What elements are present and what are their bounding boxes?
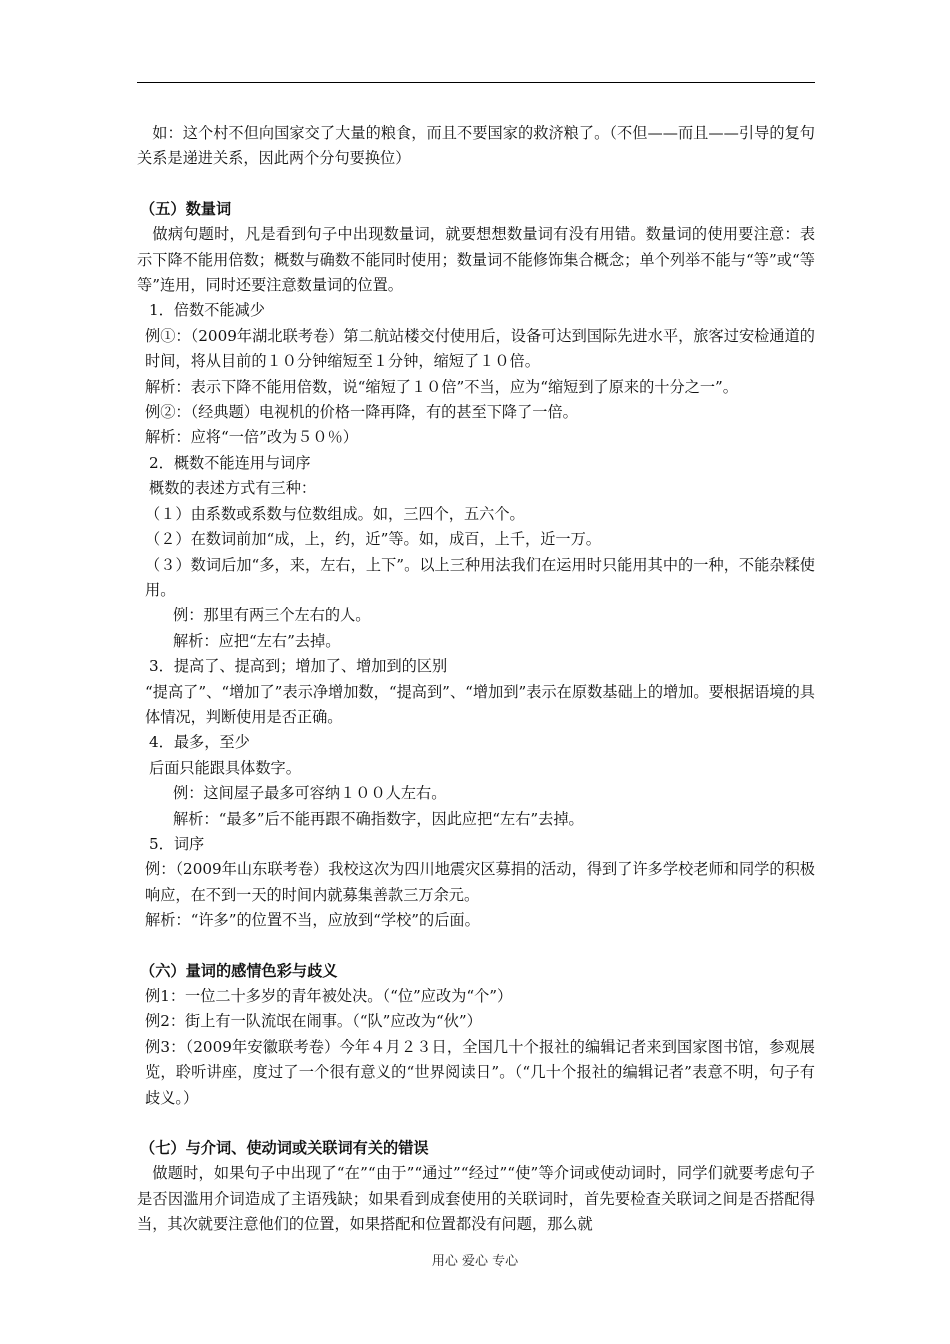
paragraph-prepositions-intro: 做题时，如果句子中出现了“在”“由于”“通过”“经过”“使”等介词或使动词时，同学们就要考虑句子是否因滥用介词造成了主语残缺；如果看到成套使用的关联词时，首先要检查关联词之间是否搭配得当，其次就要注意他们的位置，如果搭配和位置都没有问题，那么就 [137,1164,815,1234]
subheading-word-order: 5．词序 [149,834,205,853]
subheading-increase: 3．提高了、提高到；增加了、增加到的区别 [149,657,448,676]
header-rule [137,82,815,83]
list-item-way-3: （３）数词后加“多，来，左右，上下”。以上三种用法我们在运用时只能用其中的一种，不能杂糅使用。 [145,555,815,599]
document-body [137,121,815,1238]
example-earthquake-donation: 例：（2009年山东联考卷）我校这次为四川地震灾区募捐的活动，得到了许多学校老师和同学的积极响应，在不到一天的时间内就募集善款三万余元。 [145,860,815,904]
paragraph-specific-number: 后面只能跟具体数字。 [149,758,301,777]
paragraph-three-ways: 概数的表述方式有三种： [149,479,317,498]
section-heading-numerals: （五）数量词 [140,199,232,218]
paragraph-numerals-intro: 做病句题时，凡是看到句子中出现数量词，就要想想数量词有没有用错。数量词的使用要注意：表示下降不能用倍数；概数与确数不能同时使用；数量词不能修饰集合概念；单个列举不能与“等”或“等等”连用，同时还要注意数量词的位置。 [137,225,815,295]
analysis-earthquake-donation: 解析：“许多”的位置不当，应放到“学校”的后面。 [145,911,480,930]
paragraph-example-buddan-erqie: 如：这个村不但向国家交了大量的粮食，而且不要国家的救济粮了。（不但——而且——引导的复句关系是递进关系，因此两个分句要换位） [137,124,815,168]
section-heading-classifiers: （六）量词的感情色彩与歧义 [140,961,338,980]
example-classifier-3: 例3：（2009年安徽联考卷）今年４月２３日，全国几十个报社的编辑记者来到国家图书馆，参观展览，聆听讲座，度过了一个很有意义的“世界阅读日”。（“几十个报社的编辑记者”表意不明，句子有歧义。） [145,1037,815,1107]
example-classifier-2: 例2：街上有一队流氓在闹事。（“队”应改为“伙”） [145,1012,482,1031]
analysis-tv-price: 解析：应将“一倍”改为５０％） [145,428,358,447]
example-two-three-people: 例：那里有两三个左右的人。 [173,606,371,625]
analysis-multiples: 解析：表示下降不能用倍数，说“缩短了１０倍”不当，应为“缩短到了原来的十分之一”。 [145,377,738,396]
subheading-most-least: 4．最多，至少 [149,733,250,752]
subheading-approximate-numbers: 2．概数不能连用与词序 [149,453,311,472]
example-airport-terminal: 例①：（2009年湖北联考卷）第二航站楼交付使用后，设备可达到国际先进水平，旅客过安检通道的时间，将从目前的１０分钟缩短至１分钟，缩短了１０倍。 [145,326,815,371]
example-room-capacity: 例：这间屋子最多可容纳１００人左右。 [173,784,447,803]
list-item-way-2: （２）在数词前加“成，上，约，近”等。如，成百，上千，近一万。 [145,530,601,549]
example-tv-price: 例②：（经典题）电视机的价格一降再降，有的甚至下降了一倍。 [145,403,578,422]
page-footer: 用心 爱心 专心 [431,1254,519,1269]
analysis-room-capacity: 解析：“最多”后不能再跟不确指数字，因此应把“左右”去掉。 [173,809,584,828]
paragraph-increase-explanation: “提高了”、“增加了”表示净增加数，“提高到”、“增加到”表示在原数基础上的增加。要根据语境的具体情况，判断使用是否正确。 [145,682,815,726]
subheading-multiples: 1．倍数不能减少 [149,301,265,320]
section-heading-prepositions: （七）与介词、使动词或关联词有关的错误 [140,1139,429,1158]
example-classifier-1: 例1：一位二十多岁的青年被处决。（“位”应改为“个”） [145,987,513,1005]
list-item-way-1: （１）由系数或系数与位数组成。如，三四个，五六个。 [145,504,525,523]
analysis-two-three-people: 解析：应把“左右”去掉。 [173,631,341,650]
